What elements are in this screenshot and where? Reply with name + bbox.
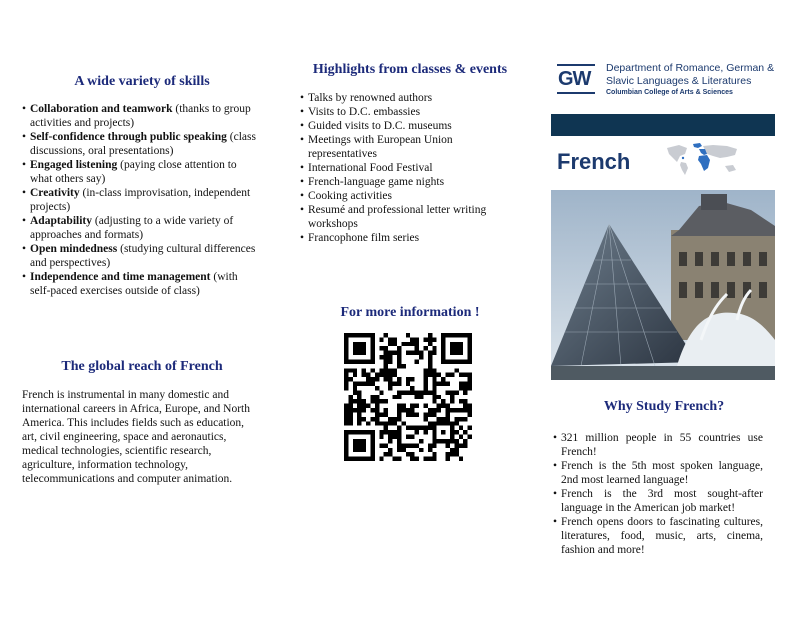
world-map-icon: [663, 140, 743, 178]
list-item: • 321 million people in 55 countries use French!: [553, 431, 763, 459]
list-item: • Engaged listening (paying close attention to what others say): [22, 158, 258, 186]
list-item: • International Food Festival: [300, 161, 510, 175]
middle-panel: [300, 0, 520, 618]
gw-mark-icon: GW: [557, 64, 595, 94]
global-reach-heading: The global reach of French: [61, 359, 223, 374]
highlights-heading: Highlights from classes & events: [312, 62, 508, 77]
highlights-list: [300, 91, 510, 245]
left-panel: [22, 0, 262, 618]
list-item: • French is the 5th most spoken language, 2nd most learned language!: [553, 459, 763, 487]
more-info-heading: For more information !: [340, 305, 480, 320]
list-item: • French opens doors to fascinating cultures, literatures, food, music, arts, cinema, fashion and more!: [553, 515, 763, 557]
list-item: • Cooking activities: [300, 189, 510, 203]
list-item: • Resumé and professional letter writing workshops: [300, 203, 510, 231]
french-banner: [551, 136, 775, 190]
list-item: • Francophone film series: [300, 231, 510, 245]
why-study-heading: Why Study French?: [603, 399, 725, 414]
list-item: • Collaboration and teamwork (thanks to group activities and projects): [22, 102, 258, 130]
college-name: Columbian College of Arts & Sciences: [606, 89, 733, 96]
qr-code[interactable]: [344, 333, 472, 461]
list-item: • Adaptability (adjusting to a wide variety of approaches and formats): [22, 214, 258, 242]
list-item: • Guided visits to D.C. museums: [300, 119, 510, 133]
why-study-list: [553, 431, 763, 557]
list-item: • French-language game nights: [300, 175, 510, 189]
list-item: • Self-confidence through public speaking (class discussions, oral presentations): [22, 130, 258, 158]
list-item: • Visits to D.C. embassies: [300, 105, 510, 119]
louvre-pyramid-photo: [551, 190, 775, 380]
list-item: • Talks by renowned authors: [300, 91, 510, 105]
list-item: • Meetings with European Union representatives: [300, 133, 510, 161]
skills-heading: A wide variety of skills: [74, 74, 210, 89]
gw-logo: [557, 62, 777, 102]
list-item: • Open mindedness (studying cultural differences and perspectives): [22, 242, 258, 270]
list-item: • French is the 3rd most sought-after language in the American job market!: [553, 487, 763, 515]
global-reach-paragraph: French is instrumental in many domestic and international careers in Africa, Europe, and North America. This includes fields such as education, art, civil engineering, space and aeronautics, medical technologies, scientific research, agriculture, information technology, telecommunications and computer animation.: [22, 389, 250, 485]
navy-banner: [551, 114, 775, 136]
skills-list: [22, 102, 258, 298]
french-title: French: [557, 149, 631, 174]
department-name: Department of Romance, German & Slavic Languages & Literatures: [606, 62, 775, 87]
right-panel: [551, 0, 777, 618]
list-item: • Independence and time management (with self-paced exercises outside of class): [22, 270, 258, 298]
list-item: • Creativity (in-class improvisation, independent projects): [22, 186, 258, 214]
